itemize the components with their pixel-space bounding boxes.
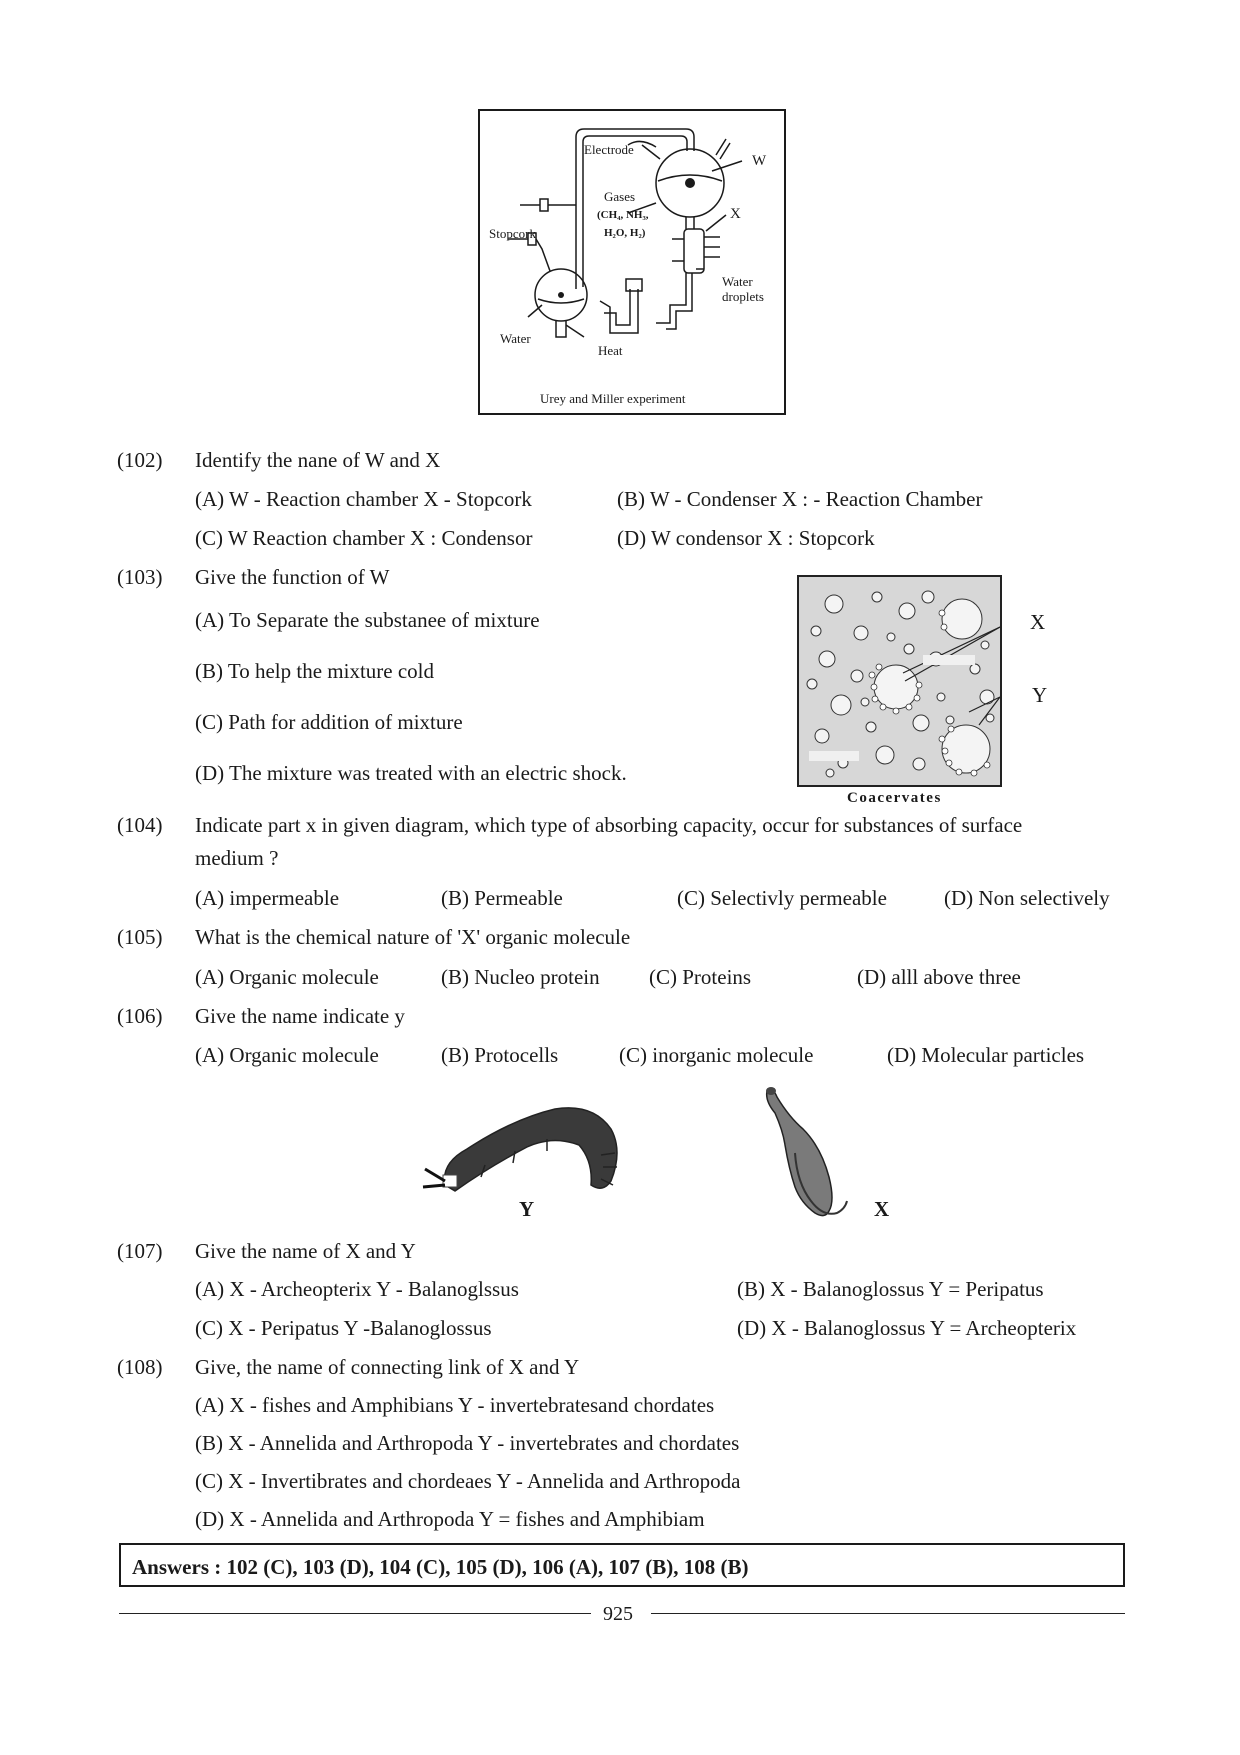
label-heat: Heat	[598, 343, 623, 358]
question-text-108: Give, the name of connecting link of X and Y	[195, 1355, 580, 1379]
label-electrode: Electrode	[584, 142, 634, 157]
option-104-b: (B) Permeable	[441, 886, 563, 910]
label-x: X	[730, 206, 741, 222]
question-number-103: (103)	[117, 565, 163, 589]
option-103-a: (A) To Separate the substanee of mixture	[195, 608, 540, 632]
question-number-108: (108)	[117, 1355, 163, 1379]
option-104-a: (A) impermeable	[195, 886, 340, 910]
question-number-107: (107)	[117, 1239, 163, 1263]
answers-box: Answers : 102 (C), 103 (D), 104 (C), 105 (D), 106 (A), 107 (B), 108 (B)	[119, 1543, 1125, 1587]
question-text-106: Give the name indicate y	[195, 1004, 405, 1028]
label-w: W	[752, 153, 767, 169]
question-text-105: What is the chemical nature of 'X' organic molecule	[195, 925, 631, 949]
option-104-c: (C) Selectivly permeable	[677, 886, 887, 910]
option-107-b: (B) X - Balanoglossus Y = Peripatus	[737, 1277, 1044, 1301]
peripatus-image	[415, 1095, 635, 1195]
option-106-a: (A) Organic molecule	[195, 1043, 379, 1067]
question-text-104-line1: Indicate part x in given diagram, which type of absorbing capacity, occur for substances of surface	[195, 813, 1023, 837]
question-number-102: (102)	[117, 448, 163, 472]
label-stopcork: Stopcork	[489, 226, 536, 241]
option-108-b: (B) X - Annelida and Arthropoda Y - invertebrates and chordates	[195, 1431, 740, 1455]
question-text-107: Give the name of X and Y	[195, 1239, 416, 1263]
option-103-b: (B) To help the mixture cold	[195, 659, 435, 683]
coacervates-image	[799, 577, 1000, 785]
option-105-b: (B) Nucleo protein	[441, 965, 600, 989]
question-text-102: Identify the nane of W and X	[195, 448, 441, 472]
option-103-d: (D) The mixture was treated with an electric shock.	[195, 761, 627, 785]
option-105-d: (D) alll above three	[857, 965, 1021, 989]
option-104-d: (D) Non selectively	[944, 886, 1110, 910]
coacervates-caption: Coacervates	[847, 790, 942, 806]
option-106-d: (D) Molecular particles	[887, 1043, 1085, 1067]
coacervate-label-y: Y	[1032, 683, 1048, 707]
option-108-c: (C) X - Invertibrates and chordeaes Y - Annelida and Arthropoda	[195, 1469, 741, 1493]
label-water-droplets-1: Water	[722, 274, 753, 289]
option-102-a: (A) W - Reaction chamber X - Stopcork	[195, 487, 532, 511]
option-102-b: (B) W - Condenser X : - Reaction Chamber	[617, 487, 983, 511]
option-106-c: (C) inorganic molecule	[619, 1043, 814, 1067]
label-gases-formula-2: H₂O, H₂)	[604, 227, 646, 239]
option-102-c: (C) W Reaction chamber X : Condensor	[195, 526, 533, 550]
page-number: 925	[603, 1603, 633, 1625]
option-108-d: (D) X - Annelida and Arthropoda Y = fishes and Amphibiam	[195, 1507, 705, 1531]
coacervates-figure	[797, 575, 1002, 787]
image-label-y: Y	[519, 1197, 535, 1221]
footer-rule-left	[119, 1613, 591, 1614]
label-gases-formula-1: (CH₄, NH₃,	[597, 209, 649, 221]
option-108-a: (A) X - fishes and Amphibians Y - invertebratesand chordates	[195, 1393, 715, 1417]
coacervate-label-x: X	[1030, 610, 1046, 634]
question-text-104-line2: medium ?	[195, 846, 279, 870]
question-number-105: (105)	[117, 925, 163, 949]
label-gases: Gases	[604, 189, 636, 204]
figure-caption: Urey and Miller experiment	[540, 391, 686, 406]
footer-rule-right	[651, 1613, 1125, 1614]
option-103-c: (C) Path for addition of mixture	[195, 710, 463, 734]
question-number-106: (106)	[117, 1004, 163, 1028]
option-106-b: (B) Protocells	[441, 1043, 559, 1067]
image-label-x: X	[874, 1197, 890, 1221]
option-105-c: (C) Proteins	[649, 965, 752, 989]
option-107-d: (D) X - Balanoglossus Y = Archeopterix	[737, 1316, 1077, 1340]
label-water: Water	[500, 331, 531, 346]
option-105-a: (A) Organic molecule	[195, 965, 379, 989]
question-number-104: (104)	[117, 813, 163, 837]
question-text-103: Give the function of W	[195, 565, 390, 589]
label-water-droplets-2: droplets	[722, 289, 764, 304]
option-107-a: (A) X - Archeopterix Y - Balanoglssus	[195, 1277, 519, 1301]
option-107-c: (C) X - Peripatus Y -Balanoglossus	[195, 1316, 492, 1340]
option-102-d: (D) W condensor X : Stopcork	[617, 526, 875, 550]
urey-miller-figure	[478, 109, 786, 415]
